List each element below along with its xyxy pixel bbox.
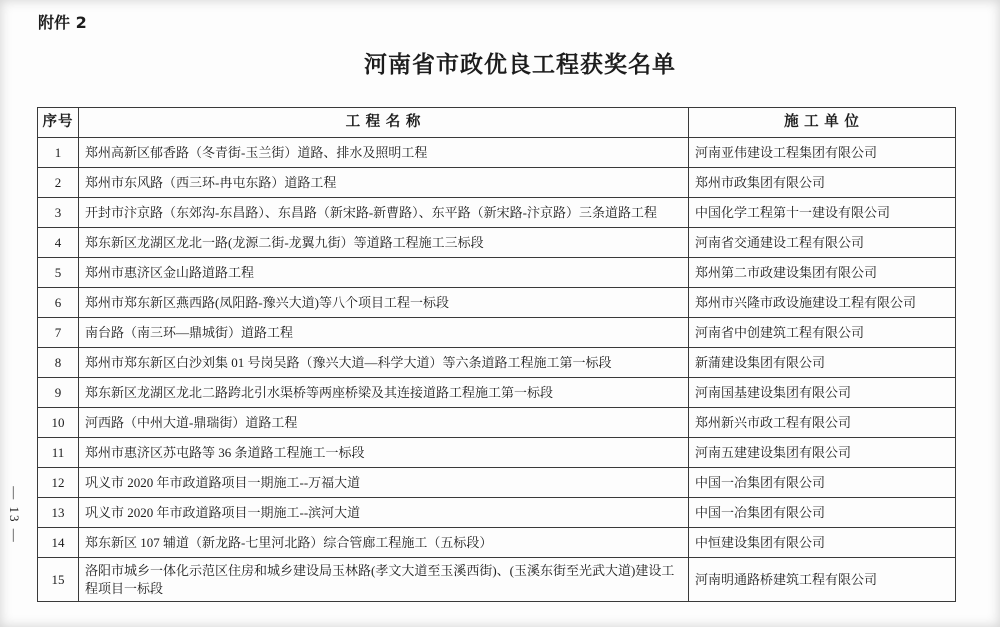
row-number: 2: [38, 168, 79, 198]
table-row: [38, 498, 956, 528]
project-name: 郑东新区龙湖区龙北二路跨北引水渠桥等两座桥梁及其连接道路工程施工第一标段: [79, 378, 689, 408]
construction-unit: 郑州市政集团有限公司: [689, 168, 956, 198]
row-number: 10: [38, 408, 79, 438]
table-row: [38, 558, 956, 602]
row-number: 9: [38, 378, 79, 408]
table-row: [38, 138, 956, 168]
table-row: [38, 408, 956, 438]
construction-unit: 河南明通路桥建筑工程有限公司: [689, 558, 956, 602]
construction-unit: 河南国基建设集团有限公司: [689, 378, 956, 408]
project-name: 开封市汴京路（东郊沟-东昌路）、东昌路（新宋路-新曹路）、东平路（新宋路-汴京路）三条道路工程: [79, 198, 689, 228]
header-construction-unit: 施 工 单 位: [689, 108, 956, 138]
construction-unit: 河南省交通建设工程有限公司: [689, 228, 956, 258]
row-number: 4: [38, 228, 79, 258]
project-name: 郑州市郑东新区燕西路(凤阳路-豫兴大道)等八个项目工程一标段: [79, 288, 689, 318]
row-number: 6: [38, 288, 79, 318]
table-row: [38, 468, 956, 498]
row-number: 14: [38, 528, 79, 558]
project-name: 郑东新区龙湖区龙北一路(龙源二街-龙翼九街）等道路工程施工三标段: [79, 228, 689, 258]
row-number: 3: [38, 198, 79, 228]
row-number: 15: [38, 558, 79, 602]
construction-unit: 河南省中创建筑工程有限公司: [689, 318, 956, 348]
construction-unit: 郑州新兴市政工程有限公司: [689, 408, 956, 438]
table-row: [38, 348, 956, 378]
project-name: 郑州市东风路（西三环-冉屯东路）道路工程: [79, 168, 689, 198]
project-name: 巩义市 2020 年市政道路项目一期施工--万福大道: [79, 468, 689, 498]
table-row: [38, 288, 956, 318]
row-number: 7: [38, 318, 79, 348]
project-name: 南台路（南三环—鼎城街）道路工程: [79, 318, 689, 348]
header-project-name: 工 程 名 称: [79, 108, 689, 138]
construction-unit: 郑州市兴隆市政设施建设工程有限公司: [689, 288, 956, 318]
project-name: 郑州市郑东新区白沙刘集 01 号岗吴路（豫兴大道—科学大道）等六条道路工程施工第一标段: [79, 348, 689, 378]
table-header-row: [38, 108, 956, 138]
construction-unit: 河南五建建设集团有限公司: [689, 438, 956, 468]
header-serial-number: 序号: [38, 108, 79, 138]
table-row: [38, 318, 956, 348]
construction-unit: 中国一冶集团有限公司: [689, 468, 956, 498]
construction-unit: 中恒建设集团有限公司: [689, 528, 956, 558]
row-number: 12: [38, 468, 79, 498]
row-number: 1: [38, 138, 79, 168]
construction-unit: 郑州第二市政建设集团有限公司: [689, 258, 956, 288]
row-number: 13: [38, 498, 79, 528]
table-row: [38, 228, 956, 258]
page-title: 河南省市政优良工程获奖名单: [364, 52, 676, 78]
construction-unit: 中国化学工程第十一建设有限公司: [689, 198, 956, 228]
table-row: [38, 528, 956, 558]
row-number: 5: [38, 258, 79, 288]
construction-unit: 中国一冶集团有限公司: [689, 498, 956, 528]
project-name: 郑州市惠济区金山路道路工程: [79, 258, 689, 288]
row-number: 11: [38, 438, 79, 468]
row-number: 8: [38, 348, 79, 378]
construction-unit: 河南亚伟建设工程集团有限公司: [689, 138, 956, 168]
page-number-text: — 13 —: [7, 486, 22, 544]
project-name: 郑州市惠济区苏屯路等 36 条道路工程施工一标段: [79, 438, 689, 468]
award-table: [37, 107, 956, 602]
project-name: 巩义市 2020 年市政道路项目一期施工--滨河大道: [79, 498, 689, 528]
page-number: [0, 440, 28, 590]
project-name: 河西路（中州大道-鼎瑞街）道路工程: [79, 408, 689, 438]
project-name: 郑东新区 107 辅道（新龙路-七里河北路）综合管廊工程施工（五标段）: [79, 528, 689, 558]
table-row: [38, 198, 956, 228]
project-name: 洛阳市城乡一体化示范区住房和城乡建设局玉林路(孝文大道至玉溪西街)、(玉溪东街至光武大道)建设工程项目一标段: [79, 558, 689, 602]
table-row: [38, 378, 956, 408]
construction-unit: 新蒲建设集团有限公司: [689, 348, 956, 378]
attachment-label: 附件 2: [38, 13, 87, 32]
table-row: [38, 258, 956, 288]
project-name: 郑州高新区郁香路（冬青街-玉兰街）道路、排水及照明工程: [79, 138, 689, 168]
table-row: [38, 168, 956, 198]
table-row: [38, 438, 956, 468]
